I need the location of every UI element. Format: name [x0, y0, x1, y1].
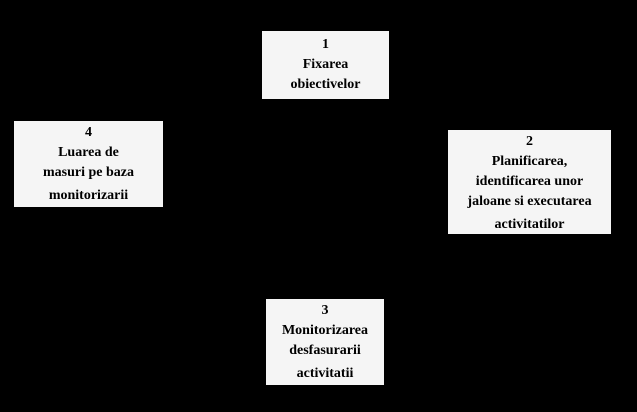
- diagram-box-3-monitorizarea: [266, 299, 384, 385]
- box-2-line-4: activitatilor: [494, 217, 565, 232]
- box-3-line-1: Monitorizarea: [281, 323, 369, 338]
- box-4-line-2: masuri pe baza: [43, 165, 134, 180]
- diagram-box-4-luarea-de-masuri: [14, 121, 163, 207]
- box-3-line-2: desfasurarii: [289, 343, 361, 358]
- diagram-box-1-fixarea-obiectivelor: [262, 31, 389, 99]
- box-2-line-2: identificarea unor: [475, 174, 584, 189]
- box-4-line-1: Luarea de: [58, 145, 119, 160]
- box-2-line-1: Planificarea,: [491, 154, 568, 169]
- box-2-line-3: jaloane si executarea: [467, 194, 592, 209]
- box-1-line-1: Fixarea: [302, 57, 349, 72]
- box-4-line-3: monitorizarii: [48, 188, 129, 203]
- box-1-number: 1: [322, 37, 329, 52]
- box-2-number: 2: [526, 134, 533, 149]
- box-3-number: 3: [321, 303, 329, 318]
- box-3-line-3: activitatii: [296, 366, 354, 381]
- diagram-box-2-planificarea: [448, 130, 611, 234]
- box-4-number: 4: [85, 125, 92, 140]
- box-1-line-2: obiectivelor: [290, 77, 361, 92]
